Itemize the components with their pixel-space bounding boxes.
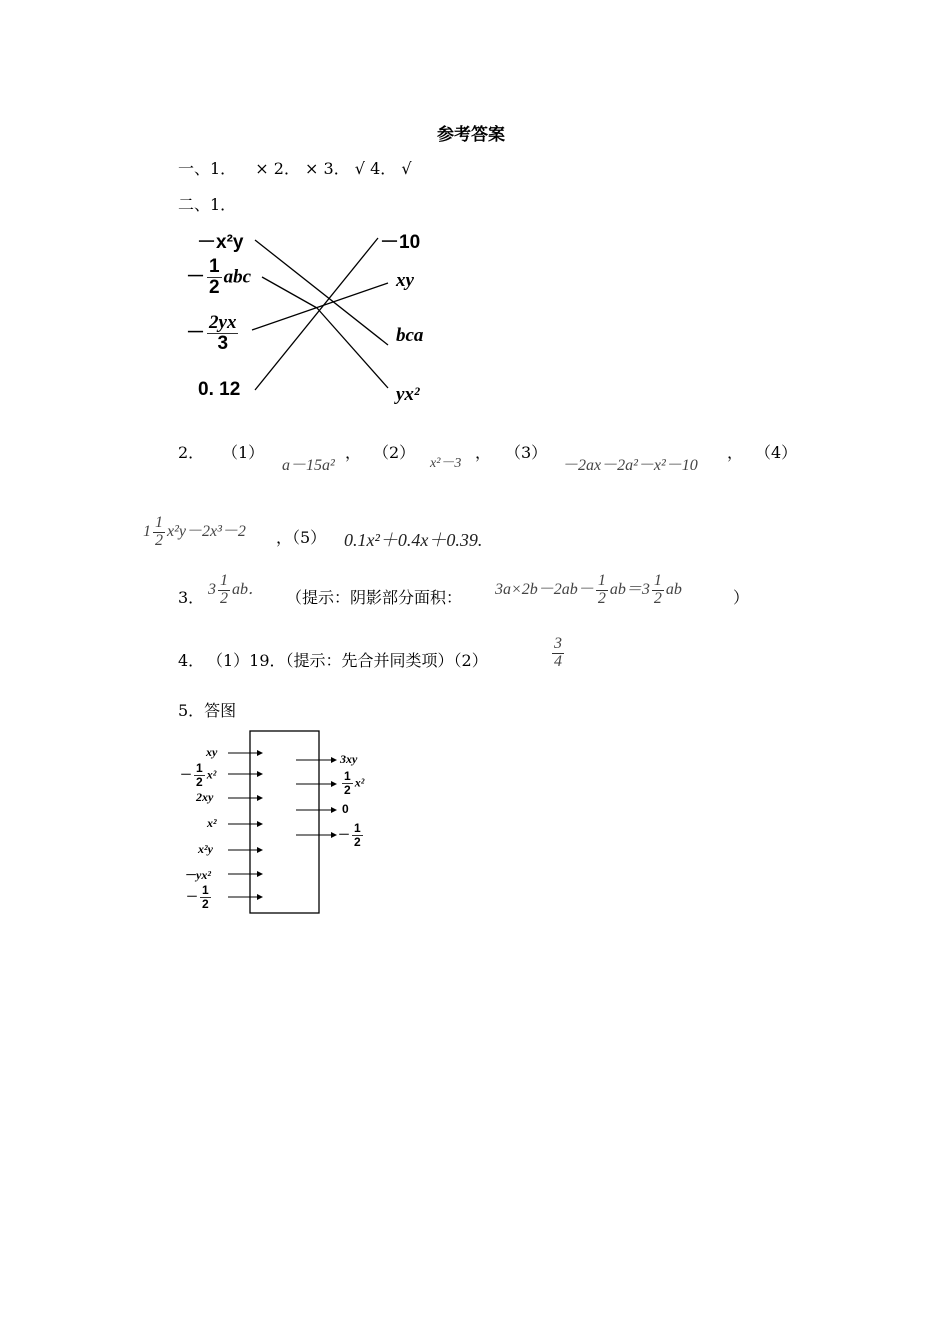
q2-part2-expr: x²－3	[430, 456, 462, 471]
output-1: 3xy	[340, 752, 358, 766]
q2-part3-label: （3）	[505, 443, 548, 462]
left-term-4: 0. 12	[198, 379, 241, 400]
q2-part1-expr: a－15a²	[282, 457, 335, 474]
q2-part4-label: （4）	[755, 443, 798, 462]
section1-label: 一、1．	[178, 159, 237, 178]
machine-box	[250, 731, 319, 913]
output-4: － $\frac{1}{2}$	[338, 821, 361, 849]
q2-part1-label: （1）	[222, 443, 265, 462]
input-7: － $\frac{1}{2}$	[186, 883, 209, 911]
q3-hint-expr: 3a×2b－2ab－ $\frac{1}{2}$ ab＝3 $\frac{1}{2}$ ab	[495, 572, 682, 607]
q2-label: 2．	[178, 443, 205, 462]
q3-close: ）	[733, 588, 750, 607]
right-term-2: xy	[396, 270, 414, 291]
q4-text: （1）19．（提示：先合并同类项）（2）	[207, 651, 488, 670]
left-term-2: － $\frac{1}{2}$ abc	[186, 256, 252, 298]
output-2: $\frac{1}{2}$ x²	[344, 769, 365, 797]
section1-answers: × 2． × 3． √ 4． √	[255, 159, 412, 178]
input-1: xy	[206, 745, 218, 759]
output-3: 0	[342, 802, 349, 816]
input-2: － $\frac{1}{2}$ x²	[180, 761, 217, 789]
q3-label: 3．	[178, 588, 205, 607]
input-3: 2xy	[196, 790, 214, 804]
q2-part2-label: （2）	[373, 443, 416, 462]
input-5: x²y	[198, 842, 213, 856]
section2-label: 二、1．	[178, 195, 237, 214]
right-term-1: －10	[380, 232, 421, 253]
q4-fraction: $\frac{3}{4}$	[554, 635, 562, 670]
q2-part4-expr: 1 $\frac{1}{2}$ x²y－2x³－2	[143, 514, 246, 549]
q3-answer: 3 $\frac{1}{2}$ ab．	[208, 572, 265, 607]
left-term-1: －x²y	[197, 232, 244, 253]
left-term-3: － $\frac{2yx}{3}$	[186, 312, 237, 354]
q2-part3-expr: －2ax－2a²－x²－10	[562, 457, 698, 474]
page-title: 参考答案	[437, 125, 505, 145]
input-4: x²	[207, 816, 217, 830]
right-term-4: yx²	[396, 384, 420, 405]
right-term-3: bca	[396, 325, 424, 346]
q2-part5-expr: 0.1x²＋0.4x＋0.39.	[344, 530, 483, 550]
q4-label: 4．	[178, 651, 205, 670]
q5-label: 5．答图	[178, 701, 237, 720]
input-6: －yx²	[184, 868, 211, 882]
q2-part5-label: ，（5）	[276, 528, 327, 547]
q3-hint: （提示：阴影部分面积：	[286, 588, 463, 607]
